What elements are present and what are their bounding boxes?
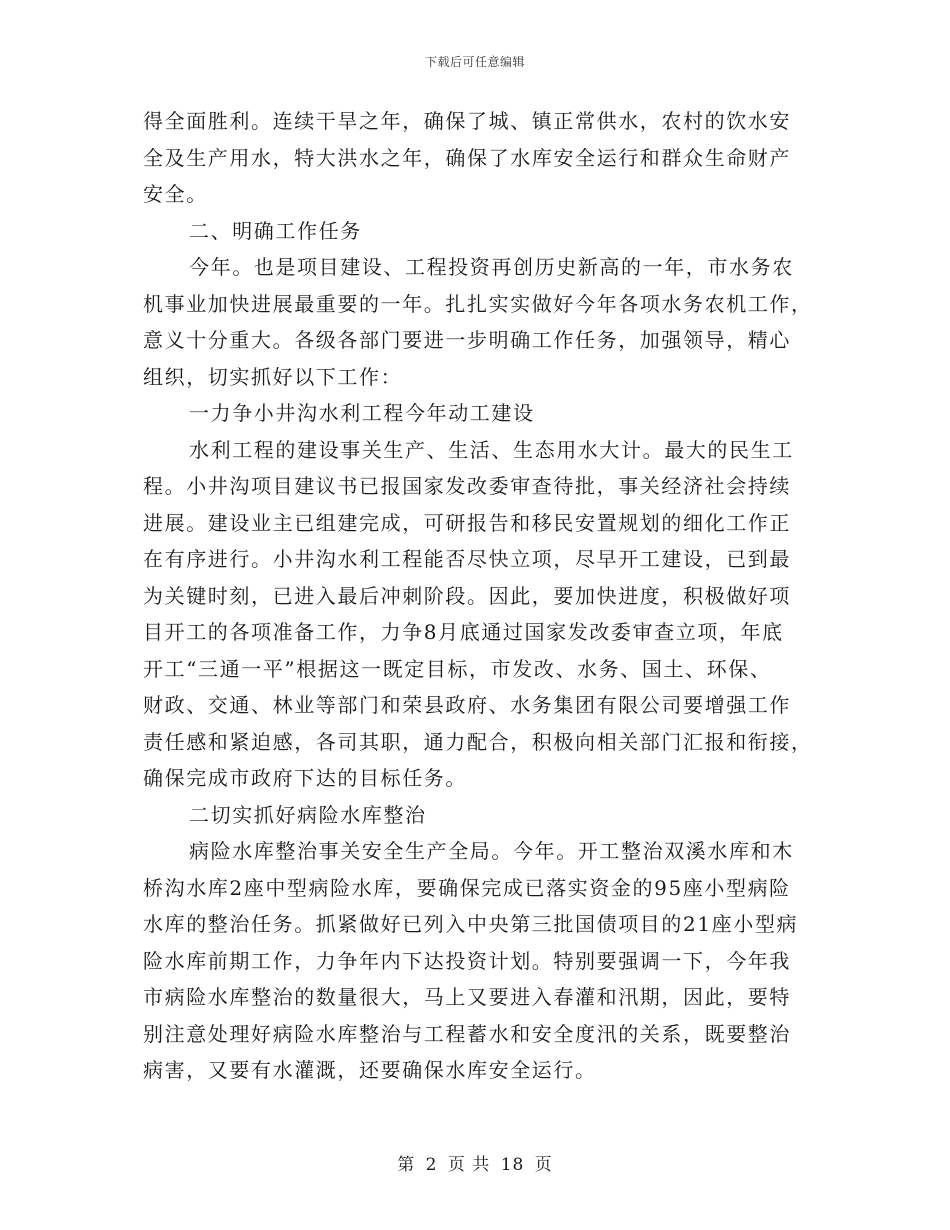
text-line: 确保完成市政府下达的目标任务。 [143,766,467,790]
text-line: 在有序进行。小井沟水利工程能否尽快立项，尽早开工建设，已到最 [143,547,791,571]
page-header: 下载后可任意编辑 [424,55,525,69]
text-line: 得全面胜利。连续干旱之年，确保了城、镇正常供水，农村的饮水安 [143,109,791,133]
text-line: 二、明确工作任务 [189,218,362,243]
text-line: 别注意处理好病险水库整治与工程蓄水和安全度汛的关系，既要整治 [143,1021,791,1046]
text-line: 市病险水库整治的数量很大，马上又要进入春灌和汛期，因此，要特 [143,985,791,1009]
text-line: 责任感和紧迫感，各司其职，通力配合，积极向相关部门汇报和衔接， [143,729,813,754]
footer-mid: 页 共 [447,1155,491,1175]
text-line: 进展。建设业主已组建完成，可研报告和移民安置规划的细化工作正 [143,510,791,535]
text-line: 开工“三通一平”根据这一既定目标，市发改、水务、国土、环保、 [143,656,772,681]
text-line: 病害，又要有水灌溉，还要确保水库安全运行。 [143,1058,597,1082]
footer-suffix: 页 [534,1155,553,1175]
text-line: 全及生产用水，特大洪水之年，确保了水库安全运行和群众生命财产 [143,145,791,170]
text-line: 安全。 [143,182,208,206]
text-line: 为关键时刻，已进入最后冲刺阶段。因此，要加快进度，积极做好项 [143,583,791,608]
page-footer [0,1150,950,1175]
text-line: 意义十分重大。各级各部门要进一步明确工作任务，加强领导，精心 [143,328,791,352]
current-page-number: 2 [425,1155,438,1175]
footer-prefix: 第 [397,1155,416,1175]
text-line: 水利工程的建设事关生产、生活、生态用水大计。最大的民生工 [189,437,794,462]
total-pages-number: 18 [500,1155,525,1175]
text-line: 桥沟水库2座中型病险水库，要确保完成已落实资金的95座小型病险 [143,875,791,900]
text-line: 二切实抓好病险水库整治 [189,802,427,827]
text-line: 机事业加快进展最重要的一年。扎扎实实做好今年各项水务农机工作， [143,291,813,316]
document-body [143,103,813,1089]
text-line: 财政、交通、林业等部门和荣县政府、水务集团有限公司要增强工作 [143,693,791,717]
text-line: 组织，切实抓好以下工作： [143,364,403,389]
text-line: 水库的整治任务。抓紧做好已列入中央第三批国债项目的21座小型病 [143,912,799,936]
text-line: 今年。也是项目建设、工程投资再创历史新高的一年，市水务农 [189,255,794,279]
text-line: 程。小井沟项目建议书已报国家发改委审查待批，事关经济社会持续 [143,474,791,498]
text-line: 险水库前期工作，力争年内下达投资计划。特别要强调一下，今年我 [143,948,791,973]
text-line: 病险水库整治事关安全生产全局。今年。开工整治双溪水库和木 [189,839,794,863]
text-line: 目开工的各项准备工作，力争8月底通过国家发改委审查立项，年底 [143,620,784,644]
text-line: 一力争小井沟水利工程今年动工建设 [189,401,535,425]
